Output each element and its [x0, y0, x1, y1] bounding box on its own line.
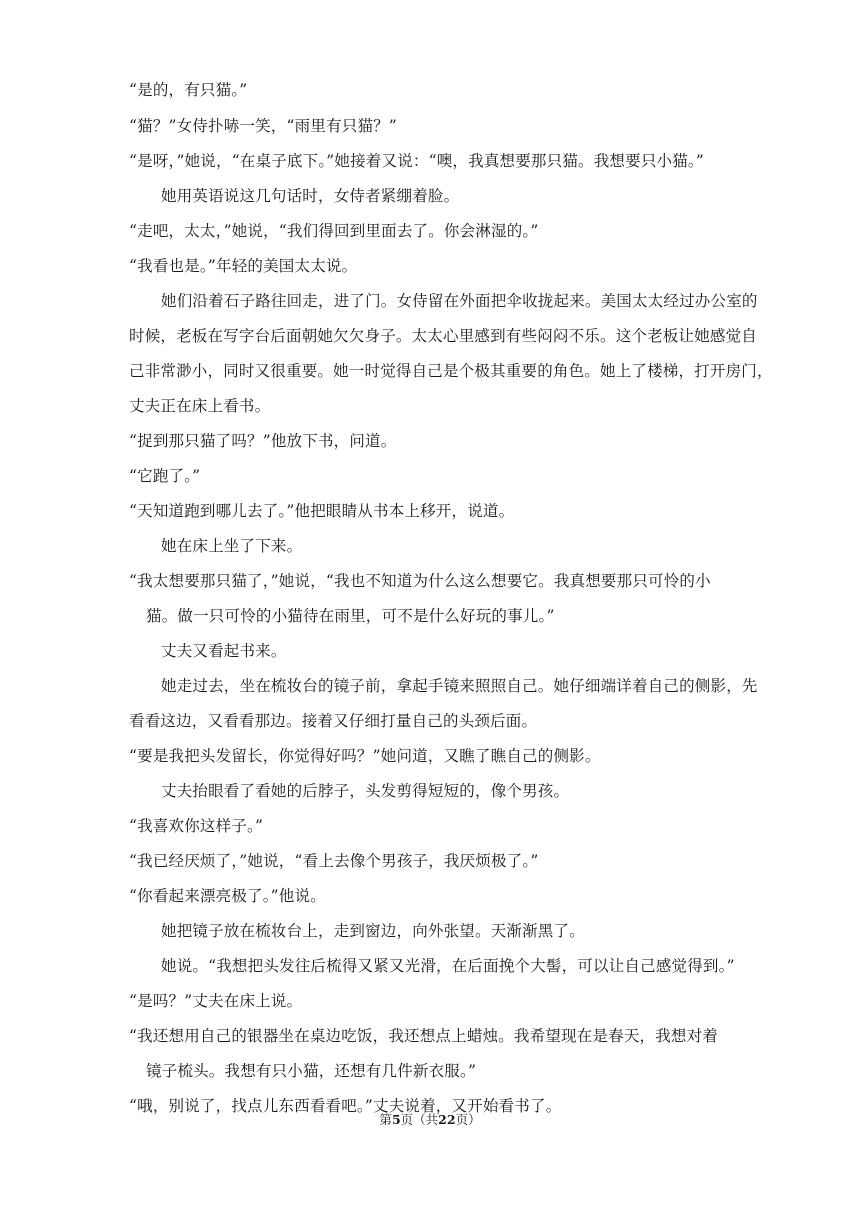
- text-line: “走吧，太太，”她说，“我们得回到里面去了。你会淋湿的。”: [129, 222, 539, 240]
- footer-middle: 页（共: [400, 1112, 439, 1127]
- text-line: “是呀，”她说，“在桌子底下。”她接着又说：“噢，我真想要那只猫。我想要只小猫。”: [129, 152, 704, 170]
- text-line: 镜子梳头。我想有只小猫，还想有几件新衣服。”: [146, 1062, 477, 1080]
- text-line: “捉到那只猫了吗？”他放下书，问道。: [129, 432, 397, 450]
- text-line: 猫。做一只可怜的小猫待在雨里，可不是什么好玩的事儿。”: [146, 607, 555, 625]
- text-line: “要是我把头发留长，你觉得好吗？”她问道，又瞧了瞧自己的侧影。: [129, 747, 601, 765]
- text-line: 她在床上坐了下来。: [161, 537, 303, 555]
- text-line: “是吗？”丈夫在床上说。: [129, 992, 303, 1010]
- text-line: “猫？”女侍扑哧一笑，“雨里有只猫？”: [129, 117, 397, 135]
- text-line: “你看起来漂亮极了。”他说。: [129, 887, 326, 905]
- text-line: “我太想要那只猫了，”她说，“我也不知道为什么这么想要它。我真想要那只可怜的小: [129, 572, 711, 590]
- text-line: 她用英语说这几句话时，女侍者紧绷着脸。: [161, 187, 460, 205]
- footer-suffix: 页）: [455, 1112, 481, 1127]
- text-line: “它跑了。”: [129, 467, 201, 485]
- text-line: 丈夫抬眼看了看她的后脖子，头发剪得短短的，像个男孩。: [161, 782, 570, 800]
- text-line: 丈夫正在床上看书。: [129, 397, 271, 415]
- text-line: 己非常渺小，同时又很重要。她一时觉得自己是个极其重要的角色。她上了楼梯，打开房门，: [129, 362, 773, 380]
- page-number: 5: [391, 1112, 401, 1127]
- text-line: “我看也是。”年轻的美国太太说。: [129, 257, 358, 275]
- text-line: 时候，老板在写字台后面朝她欠欠身子。太太心里感到有些闷闷不乐。这个老板让她感觉自: [129, 327, 758, 345]
- text-line: 她走过去，坐在梳妆台的镜子前，拿起手镜来照照自己。她仔细端详着自己的侧影，先: [161, 677, 758, 695]
- text-line: “我喜欢你这样子。”: [129, 817, 264, 835]
- footer-prefix: 第: [379, 1112, 392, 1127]
- page-footer: [0, 1112, 860, 1128]
- text-line: “我还想用自己的银器坐在桌边吃饭，我还想点上蜡烛。我希望现在是春天，我想对着: [129, 1027, 719, 1045]
- text-line: “我已经厌烦了，”她说，“看上去像个男孩子，我厌烦极了。”: [129, 852, 539, 870]
- total-pages: 22: [438, 1112, 456, 1127]
- text-line: “天知道跑到哪儿去了。”他把眼睛从书本上移开，说道。: [129, 502, 515, 520]
- text-line: 她们沿着石子路往回走，进了门。女侍留在外面把伞收拢起来。美国太太经过办公室的: [161, 292, 758, 310]
- text-line: 丈夫又看起书来。: [161, 642, 287, 660]
- text-line: 她把镜子放在梳妆台上，走到窗边，向外张望。天渐渐黑了。: [161, 922, 585, 940]
- text-line: 她说。“我想把头发往后梳得又紧又光滑，在后面挽个大髻，可以让自己感觉得到。”: [161, 957, 735, 975]
- text-line: 看看这边，又看看那边。接着又仔细打量自己的头颈后面。: [129, 712, 538, 730]
- text-line: “是的，有只猫。”: [129, 81, 248, 99]
- text-line: “哦，别说了，找点儿东西看看吧。”丈夫说着，又开始看书了。: [129, 1097, 562, 1115]
